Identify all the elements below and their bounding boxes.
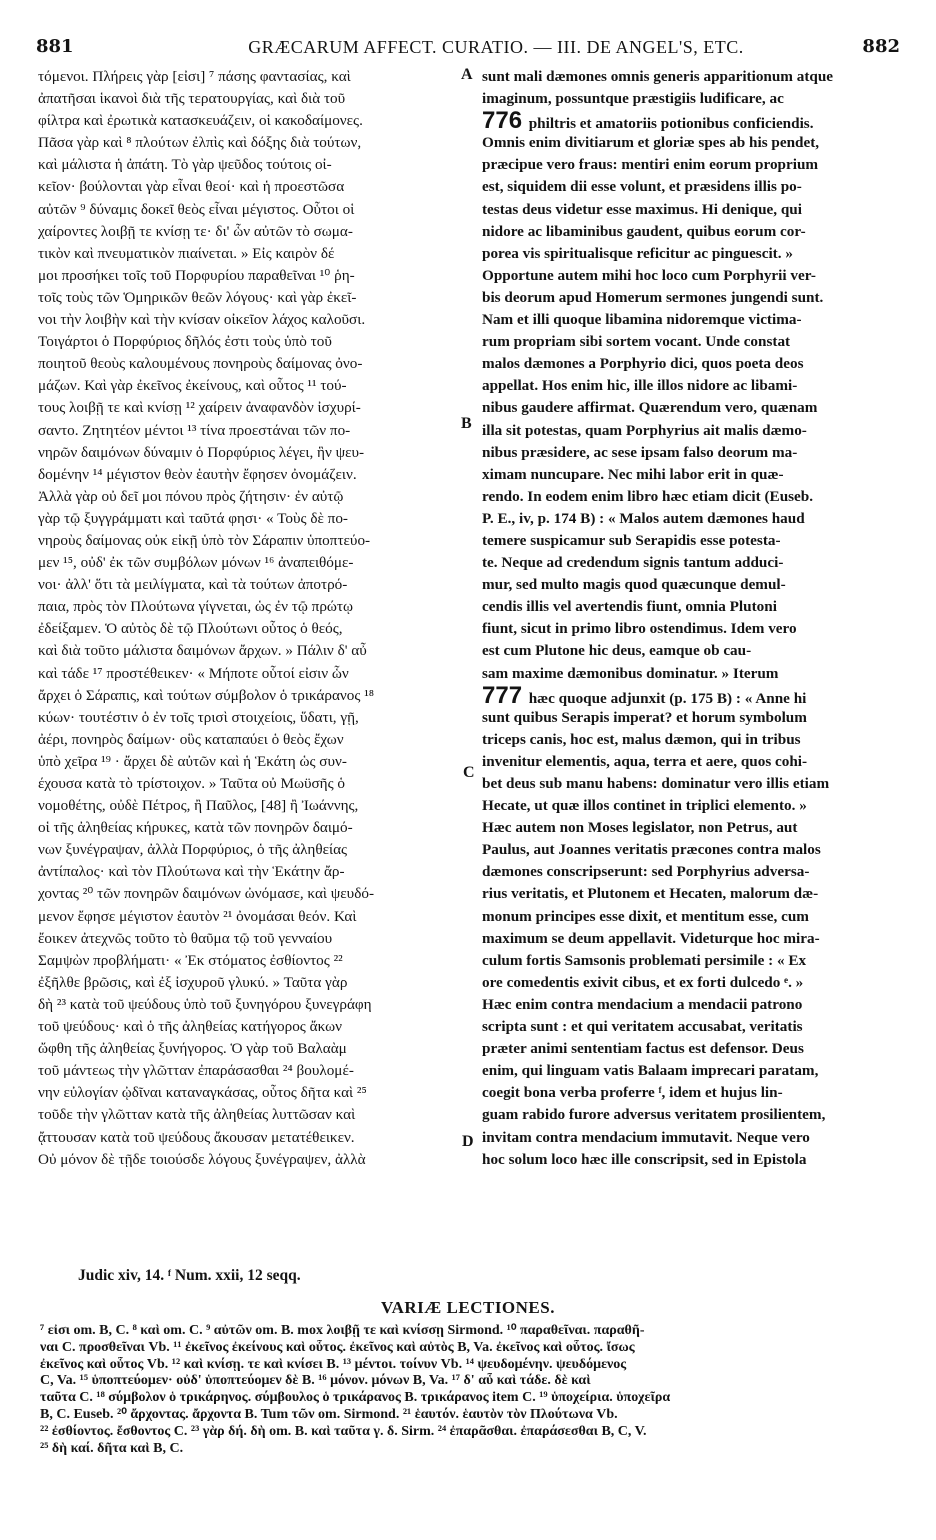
latin-text-line: ximam nuncupare. Nec mihi labor erit in quæ- <box>482 465 784 483</box>
greek-text-line: ἄρχει ὁ Σάραπις, καὶ τούτων σύμβολον ὁ τρικάρανος ¹⁸ <box>38 686 375 704</box>
latin-text-line: testas deus videtur esse maximus. Hi denique, qui <box>482 200 802 218</box>
greek-text-line: νην εὐλογίαν ᾠδῖναι καταναγκάσας, οὗτος δῆτα καὶ ²⁵ <box>38 1084 367 1102</box>
greek-text-line: ἀντίπαλος· καὶ τὸν Πλούτωνα καὶ τὴν Ἑκάτην ἄρ- <box>38 863 345 881</box>
greek-text-line: δομένην ¹⁴ μέγιστον θεὸν ἑαυτὴν ἔφησεν ὀνομάζειν. <box>38 465 357 483</box>
greek-text-line: ἐξῆλθε βρῶσις, καὶ ἐξ ἰσχυροῦ γλυκύ. » Ταῦτα γὰρ <box>38 973 348 991</box>
latin-text-line: cendis illis vel avertendis fiunt, omnia Plutoni <box>482 598 777 616</box>
section-marker-a: A <box>461 66 473 83</box>
latin-text-line: ore comedentis exivit cibus, et ex forti dulcedo ᵉ. » <box>482 973 804 991</box>
latin-text-line: rendo. In eodem enim libro hæc etiam dicit (Euseb. <box>482 487 814 505</box>
latin-text-line: appellat. Hos enim hic, ille illos nidore ac libami- <box>482 377 798 395</box>
greek-text-line: νοι· ἀλλ' ὅτι τὰ μειλίγματα, καὶ τὰ τούτων ἀποτρό- <box>38 576 348 594</box>
latin-text-line: Hæc enim contra mendacium a mendacii patrono <box>482 995 803 1013</box>
greek-text-line: έχουσα κατὰ τὸ τρίστοιχον. » Ταῦτα οὐ Μωϋσῆς ὁ <box>38 775 346 792</box>
greek-text-line: τικὸν καὶ πνευματικὸν πιαίνεται. » Εἰς καιρὸν δέ <box>38 244 335 262</box>
greek-text-line: νομοθέτης, οὐδὲ Πέτρος, ἢ Παῦλος, [48] ἢ Ἰωάννης, <box>38 797 359 815</box>
greek-text-line: τοῦδε τὴν γλῶτταν κατὰ τῆς ἀληθείας λυττῶσαν καὶ <box>38 1106 356 1124</box>
variant-reading-line: C, Va. ¹⁵ ὑποπτεύομεν· οὐδ' ὑποπτεύομεν δὲ B. ¹⁶ μόνον. μόνων B, Va. ¹⁷ δ' αὖ καὶ τάδε. δὲ καὶ <box>40 1373 591 1389</box>
greek-text-line: Τοιγάρτοι ὁ Πορφύριος δῆλός ἐστι τοὺς ὑπὸ τοῦ <box>38 333 332 351</box>
latin-text-line: culum fortis Samsonis problemati persimile : « Ex <box>482 951 807 969</box>
variant-reading-line: ἐκεῖνος καὶ οὗτος Vb. ¹² καὶ κνίσῃ. τε καὶ κνίσει B. ¹³ μέντοι. τοίνυν Vb. ¹⁴ ψευδομένην. ψευδόμενος <box>40 1356 627 1372</box>
latin-text-line: enim, qui linguam vatis Balaam imprecari paratam, <box>482 1062 819 1080</box>
greek-text-line: Οὐ μόνον δὲ τῇδε τοιούσδε λόγους ξυνέγραψεν, ἀλλὰ <box>38 1150 366 1168</box>
latin-text-line: nidore ac libaminibus gaudent, quibus eorum cor- <box>482 222 806 240</box>
greek-text-line: ἔοικεν ἀτεχνῶς τοῦτο τὸ θαῦμα τῷ τοῦ γενναίου <box>38 929 333 947</box>
latin-text-line: bet deus sub manu habens: dominatur vero illis etiam <box>482 775 830 792</box>
greek-text-line: ἐδείξαμεν. Ὁ αὐτὸς δὲ τῷ Πλούτωνι οὗτος ὁ θεός, <box>38 620 343 638</box>
greek-text-line: τόμενοι. Πλήρεις γὰρ [εἰσι] ⁷ πάσης φαντασίας, καὶ <box>38 68 351 85</box>
greek-text-line: νηρῶν δαιμόνων δύναμιν ὁ Πορφύριος λέγει, ἣν ψευ- <box>38 443 365 461</box>
greek-text-line: σαντο. Ζητητέον μέντοι ¹³ τίνα προεστάναι τῶν πο- <box>38 421 351 439</box>
variant-reading-line: ταῦτα C. ¹⁸ σύμβολον ὁ τρικάρηνος. σύμβουλος ὁ τρικάρανος B. τρικάρανος item C. ¹⁹ ὑποχείρια. ὑποχεῖρα <box>40 1390 671 1406</box>
greek-text-line: χοντας ²⁰ τῶν πονηρῶν δαιμόνων ὠνόμασε, καὶ ψευδό- <box>38 885 375 903</box>
latin-text-line: Omnis enim divitiarum et gloriæ spes ab his pendet, <box>482 134 820 152</box>
running-title: GRÆCARUM AFFECT. CURATIO. — III. DE ANGEL'S, ETC. <box>248 37 744 57</box>
greek-text-line: μάζων. Καὶ γὰρ ἐκεῖνος ἐκείνους, καὶ οὗτος ¹¹ τού- <box>38 377 347 395</box>
latin-text-line: porea vis spiritualisque reficitur ac pinguescit. » <box>482 244 793 262</box>
latin-text-line: præcipue vero fraus: mentiri enim eorum proprium <box>482 156 819 174</box>
latin-text-line: illa sit potestas, quam Porphyrius ait malis dæmo- <box>482 421 807 439</box>
latin-text-line: triceps canis, hoc est, malus dæmon, qui in tribus <box>482 730 801 748</box>
greek-text-line: κεῖον· βούλονται γὰρ εἶναι θεοί· καὶ ἡ προεστῶσα <box>38 178 345 196</box>
page-number-right: 882 <box>862 36 900 57</box>
greek-text-line: Πᾶσα γὰρ καὶ ⁸ πλούτων ἐλπὶς καὶ δόξης διὰ τούτων, <box>38 134 362 152</box>
greek-text-line: καὶ διὰ τοῦτο μάλιστα δαιμόνων ἄρχων. » Πάλιν δ' αὖ <box>38 642 367 660</box>
greek-text-line: μεν ¹⁵, οὐδ' ἐκ τῶν συμβόλων μόνων ¹⁶ ἀναπειθόμε- <box>38 554 354 572</box>
variant-reading-line: B, C. Euseb. ²⁰ ἄρχοντας. ἄρχοντα B. Tum τῶν om. Sirmond. ²¹ ἑαυτόν. ἑαυτὸν τὸν Πλούτωνα Vb. <box>40 1406 618 1422</box>
latin-text-line: Opportune autem mihi hoc loco cum Porphyrii ver- <box>482 266 816 284</box>
latin-text-line: Hecate, ut quæ illos continet in triplici elemento. » <box>482 797 807 815</box>
latin-text-line: sunt quibus Serapis imperat? et horum symbolum <box>482 708 807 726</box>
latin-text-line: Paulus, aut Joannes veritatis præcones contra malos <box>482 841 821 859</box>
greek-text-line: Ἀλλὰ γὰρ οὐ δεῖ μοι πόνου πρὸς ζήτησιν· ἐν αὐτῷ <box>38 487 344 505</box>
latin-text-line: sunt mali dæmones omnis generis apparitionum atque <box>482 68 834 85</box>
latin-text-line: hoc solum loco hæc ille conscripsit, sed in Epistola <box>482 1150 807 1168</box>
greek-text-line: μοι προσήκει τοῖς τοῦ Πορφυρίου παραθεῖναι ¹⁰ ῥη- <box>38 266 355 284</box>
latin-text-line: 777 hæc quoque adjunxit (p. 175 B) : « Anne hi <box>482 685 900 707</box>
latin-text-line: guam rabido furore adversus veritatem prosilientem, <box>482 1106 826 1124</box>
greek-text-line: νων ξυνέγραψαν, ἀλλὰ Πορφύριος, ὁ τῆς ἀληθείας <box>38 841 348 859</box>
latin-column <box>482 66 900 1171</box>
greek-text-line: τοῦ μάντεως τὴν γλῶτταν ἐπαράσασθαι ²⁴ βουλομέ- <box>38 1062 354 1080</box>
greek-text-line: νοι τὴν λοιβὴν καὶ τὴν κνίσαν οἰκεῖον λάχος καλοῦσι. <box>38 311 366 329</box>
greek-text-line: οἱ τῆς ἀληθείας κήρυκες, κατὰ τῶν πονηρῶν δαιμό- <box>38 819 353 837</box>
latin-text-line: malos dæmones a Porphyrio dici, quos poeta deos <box>482 355 804 373</box>
greek-text-line: μενον ἔφησε μέγιστον ἑαυτὸν ²¹ ὀνομάσαι θεόν. Καὶ <box>38 907 357 925</box>
latin-text-line: te. Neque ad credendum signis tantum adduci- <box>482 554 784 572</box>
latin-text-line: est cum Plutone hic deus, eamque ob cau- <box>482 642 752 660</box>
latin-text-line: fiunt, sicut in primo libro ostendimus. Idem vero <box>482 620 797 638</box>
column-number-776: 776 <box>482 110 529 133</box>
latin-text-line: est, siquidem dii esse volunt, et præsidens illis po- <box>482 178 802 196</box>
latin-text-line: nibus gaudere affirmat. Quærendum vero, quænam <box>482 399 818 417</box>
variant-reading-line: ναι C. προσθεῖναι Vb. ¹¹ ἐκεῖνος ἐκείνους καὶ οὗτος. ἐκεῖνος καὶ αὐτὸς B, Va. ἐκεῖνος καὶ οὗτος. ἴσως <box>40 1339 635 1355</box>
latin-text-line: præter animi sententiam factus est defensor. Deus <box>482 1040 804 1058</box>
greek-text-line: καὶ τάδε ¹⁷ προστέθεικεν· « Μήποτε οὗτοί εἰσιν ὧν <box>38 664 349 682</box>
latin-text-line: rum propriam sibi sortem vocant. Unde constat <box>482 333 791 351</box>
variant-reading-line: ²⁵ δὴ καί. δῆτα καὶ B, C. <box>40 1440 184 1456</box>
latin-text-line: maximum se deum appellavit. Videturque hoc mira- <box>482 929 820 947</box>
column-number-777: 777 <box>482 684 529 707</box>
latin-text-line: dæmones conscripserunt: sed Porphyrius adversa- <box>482 863 810 881</box>
latin-text-line: monum principes esse dixit, et mentitum esse, cum <box>482 907 809 925</box>
latin-text-line: imaginum, possuntque præstigiis ludificare, ac <box>482 90 784 108</box>
greek-text-line: γὰρ τῷ ξυγγράμματι καὶ ταῦτά φησι· « Τοὺς δὲ πο- <box>38 509 348 527</box>
section-marker-c: C <box>463 764 475 781</box>
greek-text-line: νηροὺς δαίμονας οὐκ εἰκῇ ὑπὸ τὸν Σάραπιν ὑποπτεύο- <box>38 531 371 549</box>
greek-column <box>38 66 463 1171</box>
latin-text-line: bis deorum apud Homerum sermones jungendi sunt. <box>482 288 824 306</box>
variae-lectiones-notes <box>40 1323 902 1457</box>
greek-text-line: ὑπὸ χεῖρα ¹⁹ · ἄρχει δὲ αὐτῶν καὶ ἡ Ἑκάτη ὡς συν- <box>38 752 347 770</box>
latin-text-line: rius veritatis, et Plutonem et Hecaten, malorum dæ- <box>482 885 819 903</box>
greek-text-line: καὶ μάλιστα ἡ ἀπάτη. Τὸ γὰρ ψεῦδος τούτοις οἰ- <box>38 156 332 174</box>
greek-text-line: φίλτρα καὶ ἐρωτικὰ κατασκευάζειν, οἱ κακοδαίμονες. <box>38 112 363 130</box>
greek-text-line: ποιητοῦ θεοὺς καλουμένους πονηροὺς δαίμονας ὀνο- <box>38 355 363 373</box>
greek-text-line: τοῦ ψεύδους· καὶ ὁ τῆς ἀληθείας κατήγορος ἄκων <box>38 1018 342 1036</box>
latin-text-line: coegit bona verba proferre ᶠ, idem et hujus lin- <box>482 1084 783 1102</box>
latin-text-line: invenitur elementis, aqua, terra et aere, quos cohi- <box>482 752 808 770</box>
greek-text-line: τοῖς τοὺς τῶν Ὁμηρικῶν θεῶν λόγους· καὶ γὰρ ἐκεῖ- <box>38 288 357 306</box>
running-header <box>36 36 900 58</box>
latin-text-line: P. E., iv, p. 174 B) : « Malos autem dæmones haud <box>482 509 805 527</box>
variant-reading-line: ²² ἐσθίοντος. ἔσθοντος C. ²³ γὰρ δή. δὴ om. B. καὶ ταῦτα γ. δ. Sirm. ²⁴ ἐπαρᾶσθαι. ἐπαράσεσθαι B, C, V. <box>40 1423 647 1439</box>
latin-text-line: temere suspicamur sub Serapidis esse potesta- <box>482 531 781 549</box>
section-marker-b: B <box>461 415 472 432</box>
greek-text-line: αὐτῶν ⁹ δύναμις δοκεῖ θεὸς εἶναι μέγιστος. Οὗτοι οἱ <box>38 200 355 218</box>
greek-text-line: ᾄττουσαν κατὰ τοῦ ψεύδους ἄκουσαν μετατέθεικεν. <box>38 1128 355 1146</box>
footnote-references: Judic xiv, 14. ᶠ Num. xxii, 12 seqq. <box>78 1267 301 1284</box>
latin-text-line: 776 philtris et amatoriis potionibus conficiendis. <box>482 110 900 132</box>
section-marker-d: D <box>462 1133 474 1150</box>
greek-text-line: ὤφθη τῆς ἀληθείας ξυνήγορος. Ὁ γὰρ τοῦ Βαλαὰμ <box>38 1040 347 1058</box>
greek-text-line: κύων· τουτέστιν ὁ ἐν τοῖς τρισὶ στοιχείοις, ὕδατι, γῇ, <box>38 708 359 726</box>
greek-text-line: τους λοιβῇ τε καὶ κνίσῃ ¹² χαίρειν ἀναφανδὸν ἰσχυρί- <box>38 399 361 417</box>
greek-text-line: ἀπατῆσαι ἱκανοὶ διὰ τῆς τερατουργίας, καὶ διὰ τοῦ <box>38 90 346 108</box>
greek-text-line: Σαμψὼν προβλήματι· « Ἐκ στόματος ἐσθίοντος ²² <box>38 951 343 969</box>
greek-text-line: παια, πρὸς τὸν Πλούτωνα γίγνεται, ὡς ἐν τῷ πρώτῳ <box>38 598 354 616</box>
latin-text-line: scripta sunt : et qui veritatem accusabat, veritatis <box>482 1018 803 1036</box>
latin-text-line: invitam contra mendacium immutavit. Neque vero <box>482 1128 810 1146</box>
greek-text-line: χαίροντες λοιβῇ τε κνίσῃ τε· δι' ὧν αὐτῶν τὸ σωμα- <box>38 222 353 240</box>
greek-text-line: ἀέρι, πονηρὸς δαίμων· οὓς καταπαύει ὁ θεὸς ἔχων <box>38 730 344 748</box>
greek-text-line: δὴ ²³ κατὰ τοῦ ψεύδους ὑπὸ τοῦ ξυνηγόρου ξυνεγράφη <box>38 995 372 1013</box>
page-number-left: 881 <box>36 36 74 57</box>
variae-lectiones-title: VARIÆ LECTIONES. <box>381 1298 555 1317</box>
latin-text-line: nibus præsidere, ac sese ipsam falso deorum ma- <box>482 443 798 461</box>
latin-text-line: sam maxime dæmonibus dominatur. » Iterum <box>482 664 779 682</box>
latin-text-line: Hæc autem non Moses legislator, non Petrus, aut <box>482 819 798 837</box>
variant-reading-line: ⁷ εἰσι om. B, C. ⁸ καὶ om. C. ⁹ αὐτῶν om. B. mox λοιβῇ τε καὶ κνίσσῃ Sirmond. ¹⁰ παραθεῖναι. παραθῆ- <box>40 1323 645 1338</box>
latin-text-line: Nam et illi quoque libamina nidoremque victima- <box>482 311 802 329</box>
latin-text-line: mur, sed multo magis quod quæcunque demul- <box>482 576 786 594</box>
